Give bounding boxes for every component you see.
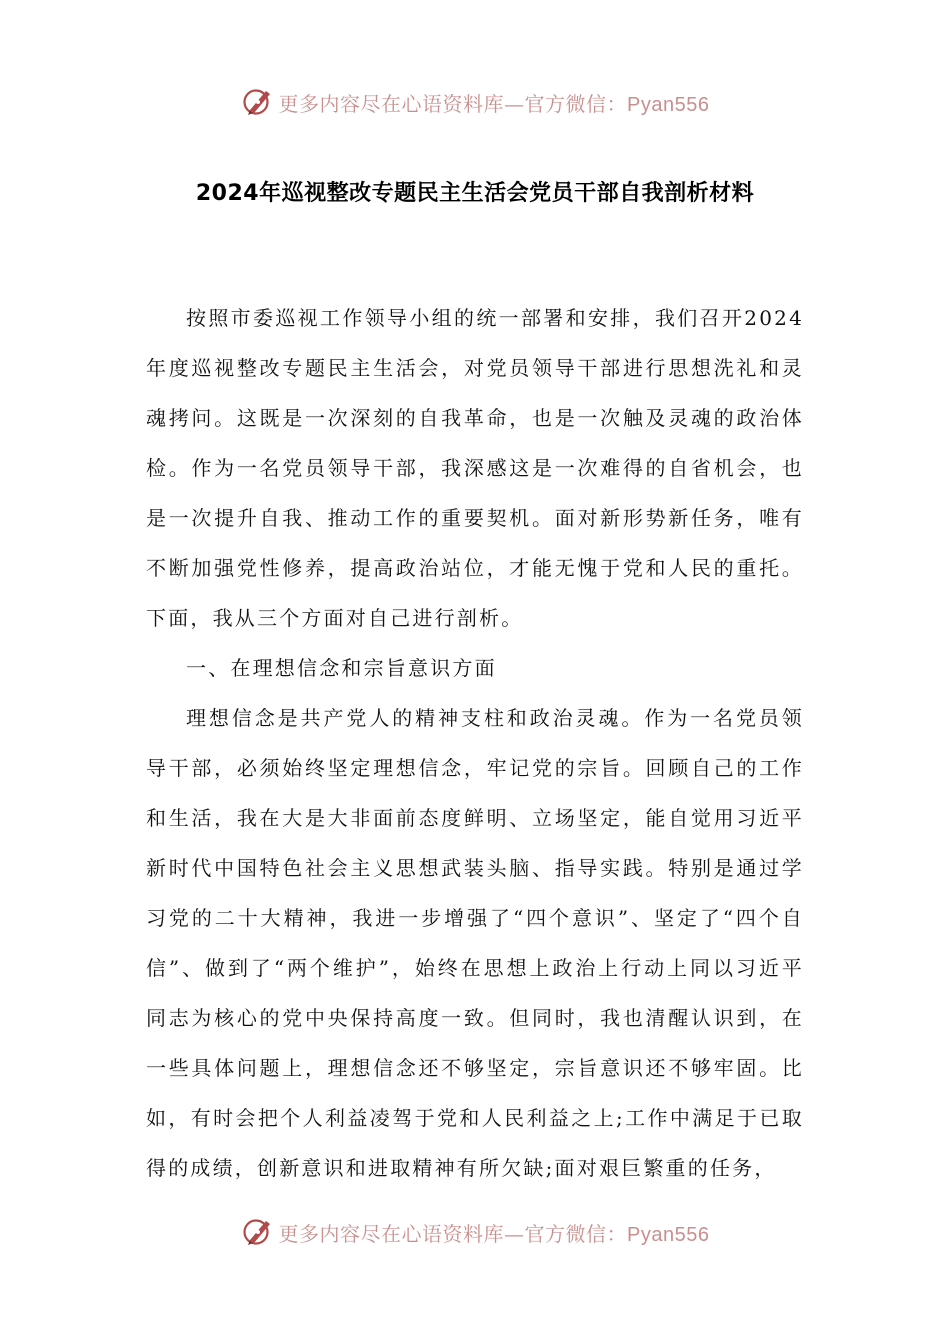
pen-logo-icon (241, 85, 275, 119)
paragraph-intro: 按照市委巡视工作领导小组的统一部署和安排，我们召开2024年度巡视整改专题民主生活会，对党员领导干部进行思想洗礼和灵魂拷问。这既是一次深刻的自我革命，也是一次触及灵魂的政治体检。作为一名党员领导干部，我深感这是一次难得的自省机会，也是一次提升自我、推动工作的重要契机。面对新形势新任务，唯有不断加强党性修养，提高政治站位，才能无愧于党和人民的重托。下面，我从三个方面对自己进行剖析。 (146, 306, 804, 630)
document-title: 2024年巡视整改专题民主生活会党员干部自我剖析材料 (195, 181, 755, 206)
watermark-header (0, 80, 950, 124)
watermark-text: 更多内容尽在心语资料库—官方微信：Pyan556 (278, 91, 710, 116)
document-body (146, 293, 804, 1193)
pen-logo-icon (241, 1215, 275, 1249)
section-heading-1: 一、在理想信念和宗旨意识方面 (186, 656, 497, 680)
watermark-text: 更多内容尽在心语资料库—官方微信：Pyan556 (278, 1221, 710, 1246)
paragraph-section-1: 理想信念是共产党人的精神支柱和政治灵魂。作为一名党员领导干部，必须始终坚定理想信念，牢记党的宗旨。回顾自己的工作和生活，我在大是大非面前态度鲜明、立场坚定，能自觉用习近平新时代中国特色社会主义思想武装头脑、指导实践。特别是通过学习党的二十大精神，我进一步增强了“四个意识”、坚定了“四个自信”、做到了“两个维护”，始终在思想上政治上行动上同以习近平同志为核心的党中央保持高度一致。但同时，我也清醒认识到，在一些具体问题上，理想信念还不够坚定，宗旨意识还不够牢固。比如，有时会把个人利益凌驾于党和人民利益之上;工作中满足于已取得的成绩，创新意识和进取精神有所欠缺;面对艰巨繁重的任务， (146, 706, 804, 1180)
watermark-footer (0, 1210, 950, 1254)
